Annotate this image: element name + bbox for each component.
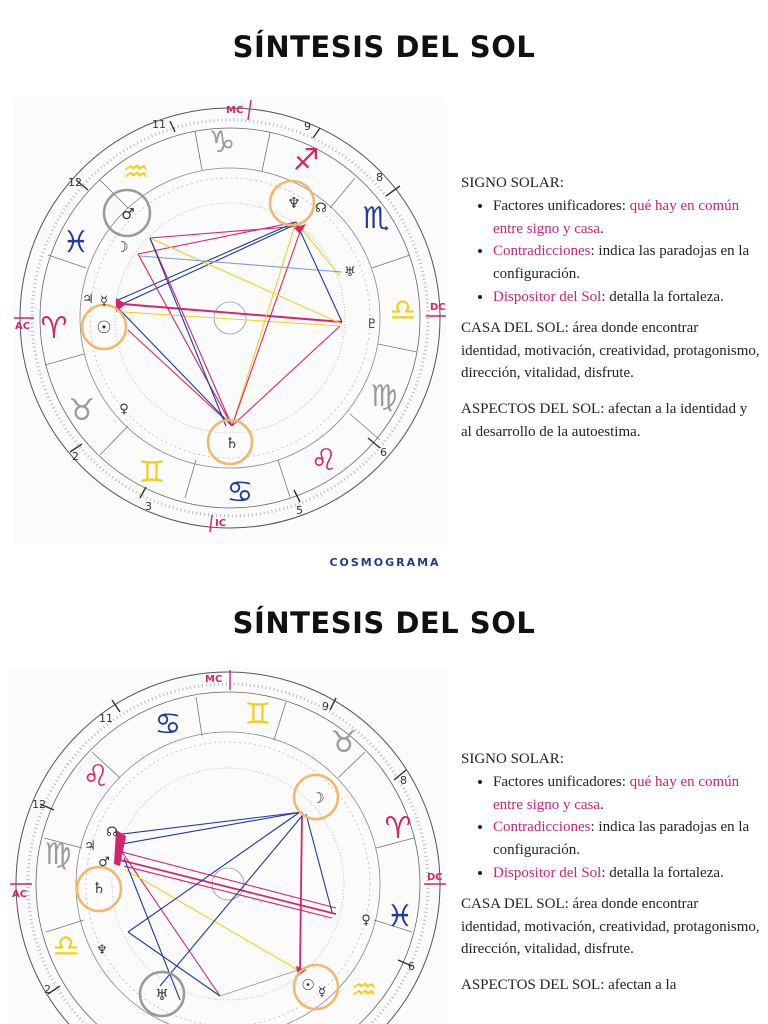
scorpio-icon: ♏ <box>362 201 390 236</box>
house-number: 12 <box>32 798 46 811</box>
house-number: 11 <box>152 118 166 131</box>
list-item: • Contradicciones: indica las paradojas en la configuración. <box>493 816 761 862</box>
house-number: 2 <box>44 983 51 996</box>
highlight-text: qué hay en común entre signo y casa <box>493 197 740 237</box>
virgo-icon: ♍ <box>370 379 398 414</box>
list-item: • Contradicciones: indica las paradojas en la configuración. <box>493 240 761 286</box>
taurus-icon: ♉ <box>68 393 96 428</box>
neptune-icon: ♆ <box>96 943 108 958</box>
pisces-icon: ♓ <box>386 899 414 934</box>
moon-icon: ☽ <box>115 238 129 256</box>
signo-solar-heading: SIGNO SOLAR: <box>461 175 564 191</box>
list-item: • Factores unificadores: qué hay en común entre signo y casa. <box>493 771 761 817</box>
uranus-icon: ♅ <box>155 986 169 1004</box>
aspectos-del-sol: ASPECTOS DEL SOL: afectan a la identidad y al desarrollo de la autoestima. <box>461 401 748 440</box>
cancer-icon: ♋ <box>154 707 182 742</box>
house-number: 2 <box>72 450 79 463</box>
virgo-icon: ♍ <box>44 837 72 872</box>
page-title: SÍNTESIS DEL SOL <box>232 30 536 64</box>
cancer-icon: ♋ <box>226 475 254 510</box>
highlight-text: Contradicciones <box>493 243 591 260</box>
page-title: SÍNTESIS DEL SOL <box>232 606 536 640</box>
astrology-chart <box>14 98 446 544</box>
house-number: 6 <box>380 446 387 459</box>
house-number: 8 <box>376 171 383 184</box>
aquarius-icon: ♒ <box>122 155 150 190</box>
ac-label: AC <box>15 321 31 332</box>
sun-icon: ☉ <box>301 976 315 994</box>
aspectos-del-sol: ASPECTOS DEL SOL: afectan a la <box>461 977 677 994</box>
node-icon: ☊ <box>315 201 327 216</box>
pluto-icon: ♇ <box>366 317 378 332</box>
uranus-icon: ♅ <box>344 265 356 280</box>
mercury-icon: ☿ <box>318 985 326 1000</box>
mc-label: MC <box>226 105 244 116</box>
taurus-icon: ♉ <box>330 725 358 760</box>
mc-label: MC <box>205 674 223 685</box>
signo-solar-list <box>461 195 761 309</box>
mars-icon: ♂ <box>98 855 110 870</box>
list-item: • Factores unificadores: qué hay en común entre signo y casa. <box>493 195 761 241</box>
aries-icon: ♈ <box>384 811 412 846</box>
venus-icon: ♀ <box>119 402 129 417</box>
mercury-icon: ☿ <box>100 294 108 309</box>
highlight-text: Dispositor del Sol <box>493 288 602 305</box>
sun-synthesis-notes <box>461 172 761 457</box>
gemini-icon: ♊ <box>138 455 166 490</box>
pisces-icon: ♓ <box>62 225 90 260</box>
neptune-icon: ♆ <box>287 194 301 212</box>
brand-logo: COSMOGRAMA <box>329 556 441 569</box>
dc-label: DC <box>427 872 443 883</box>
signo-solar-heading: SIGNO SOLAR: <box>461 751 564 767</box>
house-number: 11 <box>99 712 113 725</box>
house-number: 5 <box>296 504 303 517</box>
node-icon: ☊ <box>106 825 118 840</box>
dc-label: DC <box>430 302 446 313</box>
highlight-text: qué hay en común entre signo y casa <box>493 773 740 813</box>
capricorn-icon: ♑ <box>208 125 236 160</box>
casa-del-sol: CASA DEL SOL: área donde encontrar identidad, motivación, creatividad, protagonismo, dirección, vitalidad, disfrute. <box>461 319 760 382</box>
sun-icon: ☉ <box>96 318 112 338</box>
libra-icon: ♎ <box>389 293 417 328</box>
aquarius-icon: ♒ <box>350 973 378 1008</box>
signo-solar-list <box>461 771 761 885</box>
jupiter-icon: ♃ <box>82 292 94 307</box>
jupiter-icon: ♃ <box>84 839 96 854</box>
ac-label: AC <box>12 889 28 900</box>
leo-icon: ♌ <box>82 759 110 794</box>
sun-synthesis-notes <box>461 748 761 1010</box>
venus-icon: ♀ <box>361 913 371 928</box>
list-item: • Dispositor del Sol: detalla la fortaleza. <box>493 862 761 885</box>
sagittarius-icon: ♐ <box>292 143 320 178</box>
leo-icon: ♌ <box>310 443 338 478</box>
house-number: 3 <box>145 500 152 513</box>
ic-label: IC <box>215 518 227 529</box>
house-number: 8 <box>400 774 407 787</box>
saturn-icon: ♄ <box>92 879 106 897</box>
mars-icon: ♂ <box>121 205 135 223</box>
highlight-text: Contradicciones <box>493 819 591 836</box>
aries-icon: ♈ <box>40 311 68 346</box>
house-number: 9 <box>322 700 329 713</box>
casa-del-sol: CASA DEL SOL: área donde encontrar identidad, motivación, creatividad, protagonismo, dirección, vitalidad, disfrute. <box>461 895 760 958</box>
house-number: 6 <box>408 960 415 973</box>
astrology-chart <box>10 668 446 1024</box>
house-number: 12 <box>68 176 82 189</box>
saturn-icon: ♄ <box>225 434 239 452</box>
house-number: 9 <box>304 120 311 133</box>
list-item: • Dispositor del Sol: detalla la fortaleza. <box>493 286 761 309</box>
moon-icon: ☽ <box>311 789 325 807</box>
libra-icon: ♎ <box>52 929 80 964</box>
highlight-text: Dispositor del Sol <box>493 864 602 881</box>
gemini-icon: ♊ <box>244 697 272 732</box>
